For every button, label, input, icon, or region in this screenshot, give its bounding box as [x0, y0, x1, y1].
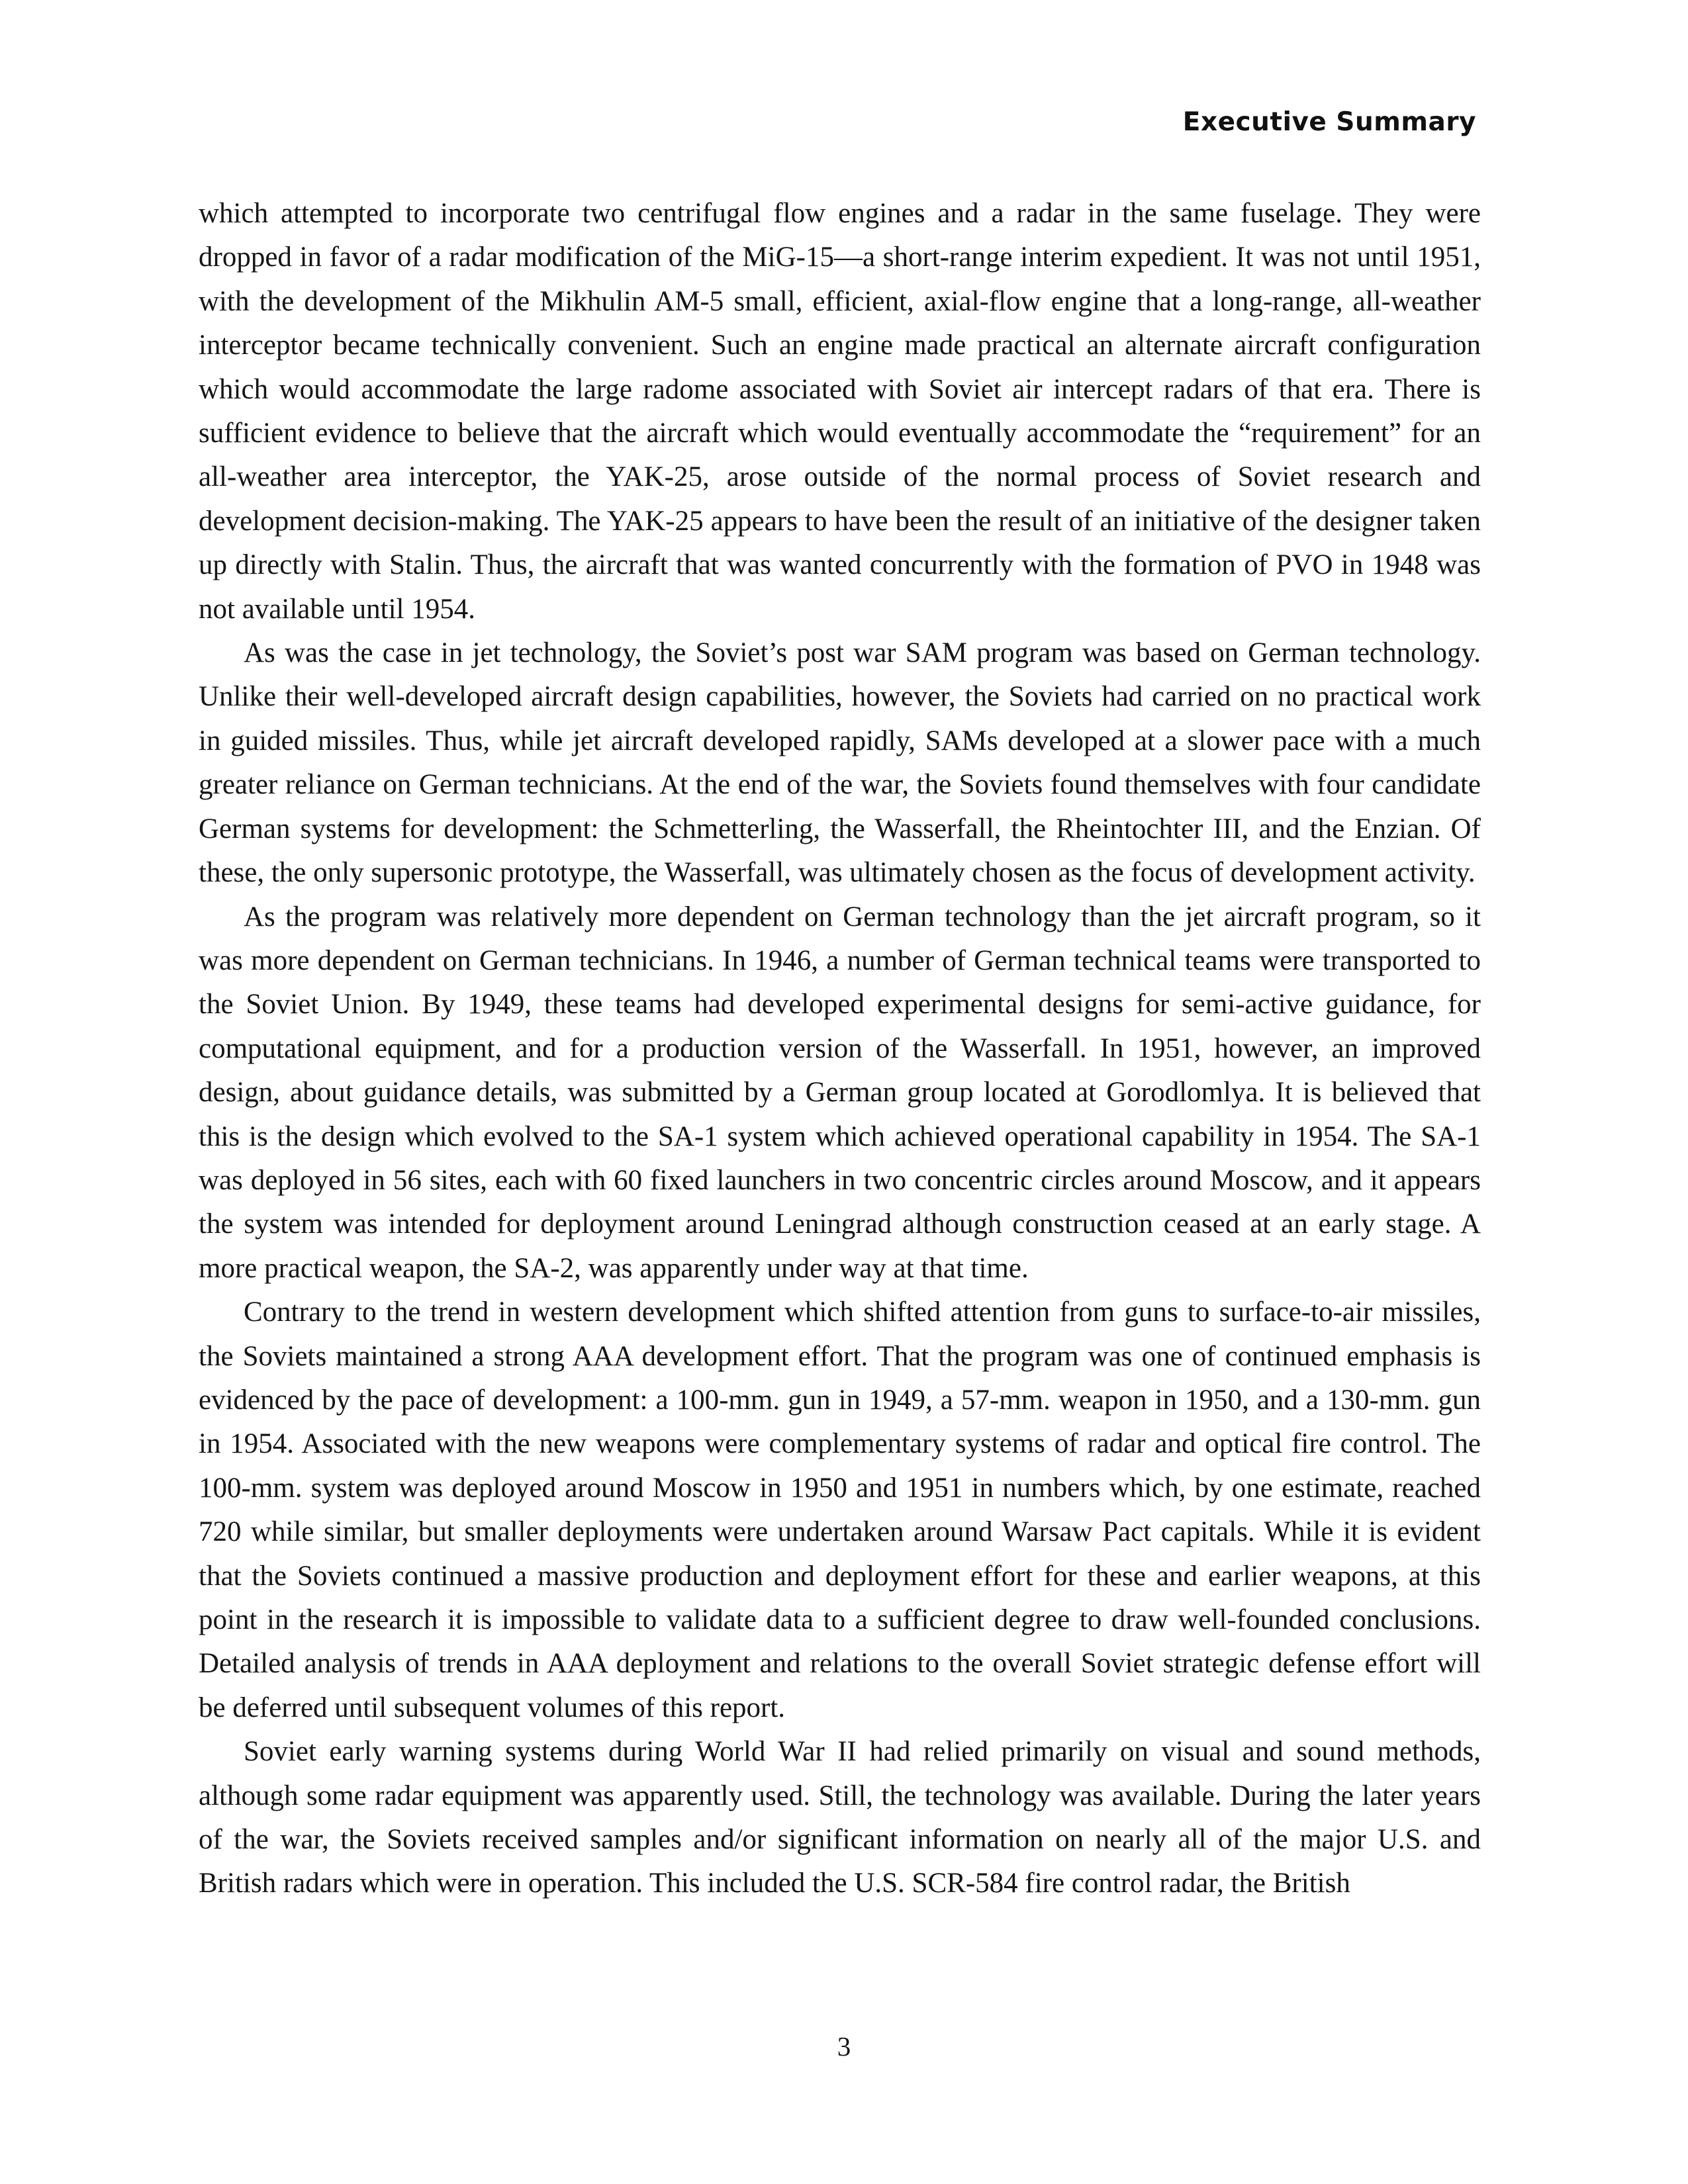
paragraph-early-warning: Soviet early warning systems during World War II had relied primarily on visual and sound methods, although some radar equipment was apparently used. Still, the technology was available. During the later years of the war, the Soviets received samples and/or significant information on nearly all of the major U.S. and British radars which were in operation. This included the U.S. SCR-584 fire control radar, the British: [199, 1736, 1481, 1899]
running-header: Executive Summary: [1182, 107, 1476, 137]
paragraph-aaa-development: Contrary to the trend in western development which shifted attention from guns to surface-to-air missiles, the Soviets maintained a strong AAA development effort. That the program was one of continued emphasis is evidenced by the pace of development: a 100-mm. gun in 1949, a 57-mm. weapon in 1950, and a 130-mm. gun in 1954. Associated with the new weapons were complementary systems of radar and optical fire control. The 100-mm. system was deployed around Moscow in 1950 and 1951 in numbers which, by one estimate, reached 720 while similar, but smaller deployments were undertaken around Warsaw Pact capitals. While it is evident that the Soviets continued a massive production and deployment effort for these and earlier weapons, at this point in the research it is impossible to validate data to a sufficient degree to draw well-founded conclusions. Detailed analysis of trends in AAA deployment and relations to the overall Soviet strategic defense effort will be deferred until subsequent volumes of this report.: [199, 1297, 1481, 1723]
page-number: 3: [837, 2031, 851, 2062]
paragraph-continued: which attempted to incorporate two centrifugal flow engines and a radar in the same fuselage. They were dropped in favor of a radar modification of the MiG-15—a short-range interim expedient. It was not until 1951, with the development of the Mikhulin AM-5 small, efficient, axial-flow engine that a long-range, all-weather interceptor became technically convenient. Such an engine made practical an alternate aircraft configuration which would accommodate the large radome associated with Soviet air intercept radars of that era. There is sufficient evidence to believe that the aircraft which would eventually accommodate the “requirement” for an all-weather area interceptor, the YAK-25, arose outside of the normal process of Soviet research and development decision-making. The YAK-25 appears to have been the result of an initiative of the designer taken up directly with Stalin. Thus, the aircraft that was wanted concurrently with the formation of PVO in 1948 was not available until 1954.: [199, 198, 1481, 625]
body-text: [199, 192, 1481, 1906]
paragraph-german-technicians: As the program was relatively more dependent on German technology than the jet aircraft program, so it was more dependent on German technicians. In 1946, a number of German technical teams were transported to the Soviet Union. By 1949, these teams had developed experimental designs for semi-active guidance, for computational equipment, and for a production version of the Wasserfall. In 1951, however, an improved design, about guidance details, was submitted by a German group located at Gorodlomlya. It is believed that this is the design which evolved to the SA-1 system which achieved operational capability in 1954. The SA-1 was deployed in 56 sites, each with 60 fixed launchers in two concentric circles around Moscow, and it appears the system was intended for deployment around Leningrad although construction ceased at an early stage. A more practical weapon, the SA-2, was apparently under way at that time.: [199, 901, 1481, 1284]
paragraph-sam-program: As was the case in jet technology, the Soviet’s post war SAM program was based on German technology. Unlike their well-developed aircraft design capabilities, however, the Soviets had carried on no practical work in guided missiles. Thus, while jet aircraft developed rapidly, SAMs developed at a slower pace with a much greater reliance on German technicians. At the end of the war, the Soviets found themselves with four candidate German systems for development: the Schmetterling, the Wasserfall, the Rheintochter III, and the Enzian. Of these, the only supersonic prototype, the Wasserfall, was ultimately chosen as the focus of development activity.: [199, 637, 1481, 889]
